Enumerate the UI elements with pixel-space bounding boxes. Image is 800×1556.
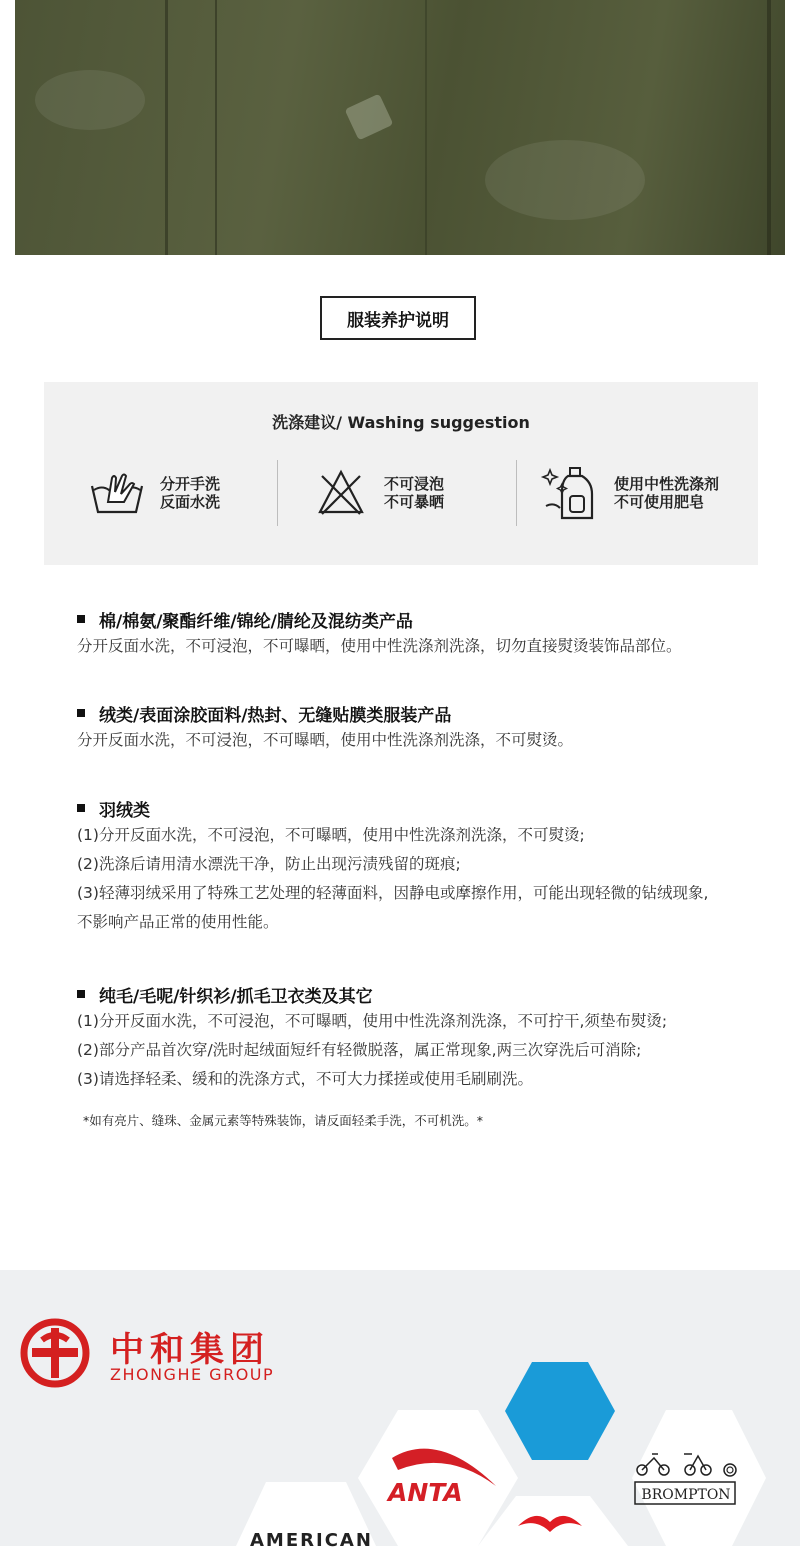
washing-title: 洗涤建议/ Washing suggestion [272, 413, 530, 432]
section-line: 分开反面水洗，不可浸泡，不可曝晒，使用中性洗涤剂洗涤，切勿直接熨烫装饰品部位。 [77, 637, 682, 655]
bullet-square [77, 804, 85, 812]
divider [277, 460, 278, 526]
section-line: (1)分开反面水洗，不可浸泡，不可曝晒，使用中性洗涤剂洗涤，不可拧干,须垫布熨烫; [77, 1012, 668, 1030]
bullet-square [77, 709, 85, 717]
section-line: (3)请选择轻柔、缓和的洗涤方式，不可大力揉搓或使用毛刷刷洗。 [77, 1070, 533, 1088]
wash-label-line1: 使用中性洗涤剂 [614, 475, 720, 493]
brand-name-cn: 中和集团 [110, 1330, 270, 1370]
brompton-logo: BROMPTON [641, 1487, 731, 1503]
wash-label-line2: 不可暴晒 [384, 493, 445, 511]
under-armour-hexagon [478, 1496, 628, 1556]
fabric-highlight [485, 140, 645, 220]
special-note: *如有亮片、缝珠、金属元素等特殊装饰，请反面轻柔手洗，不可机洗。* [83, 1113, 484, 1128]
section-line: (2)部分产品首次穿/洗时起绒面短纤有轻微脱落，属正常现象,两三次穿洗后可消除; [77, 1041, 642, 1059]
section-line: (3)轻薄羽绒采用了特殊工艺处理的轻薄面料，因静电或摩擦作用，可能出现轻微的钻绒现象, [77, 884, 709, 902]
section-line: 分开反面水洗，不可浸泡，不可曝晒，使用中性洗涤剂洗涤，不可熨烫。 [77, 731, 574, 749]
care-section-coated [77, 700, 777, 755]
sleeve-seam [767, 0, 771, 255]
hand-wash-icon [86, 462, 148, 524]
wash-item-neutral-detergent [540, 460, 719, 526]
anta-logo: ANTA [388, 1478, 463, 1507]
partner-logo-partial: AMERICAN [250, 1530, 373, 1551]
wash-item-no-soak [310, 460, 444, 526]
placket-seam [215, 0, 217, 255]
divider [516, 460, 517, 526]
anta-logo-print [345, 94, 394, 141]
care-section-cotton [77, 606, 777, 661]
fabric-fold [425, 0, 427, 255]
care-section-down [77, 795, 777, 937]
zhonghe-logo-icon [20, 1318, 90, 1388]
section-line: (2)洗涤后请用清水漂洗干净，防止出现污渍残留的斑痕; [77, 855, 461, 873]
fabric-highlight [35, 70, 145, 130]
wash-label-line2: 不可使用肥皂 [614, 493, 705, 511]
wash-label-line2: 反面水洗 [160, 493, 221, 511]
no-soak-icon [310, 462, 372, 524]
brand-footer [0, 1270, 800, 1551]
wash-label-line1: 不可浸泡 [384, 475, 445, 493]
section-line: 不影响产品正常的使用性能。 [77, 913, 279, 931]
bullet-square [77, 615, 85, 623]
section-heading: 绒类/表面涂胶面料/热封、无缝贴膜类服装产品 [99, 705, 452, 726]
section-heading: 纯毛/毛呢/针织衫/抓毛卫衣类及其它 [99, 986, 373, 1007]
brompton-hexagon [632, 1410, 766, 1546]
wash-label-line1: 分开手洗 [160, 475, 221, 493]
bullet-square [77, 990, 85, 998]
wash-item-hand-wash [86, 460, 220, 526]
brand-name-en: ZHONGHE GROUP [110, 1365, 275, 1384]
washing-suggestion-panel [44, 382, 758, 565]
care-title: 服装养护说明 [320, 296, 476, 340]
care-section-wool [77, 981, 777, 1094]
zipper-seam [165, 0, 168, 255]
blue-hexagon [505, 1362, 615, 1460]
neutral-detergent-icon [540, 462, 602, 524]
section-heading: 棉/棉氨/聚酯纤维/锦纶/腈纶及混纺类产品 [99, 611, 413, 632]
product-photo [15, 0, 785, 255]
section-heading: 羽绒类 [99, 800, 150, 821]
section-line: (1)分开反面水洗，不可浸泡，不可曝晒，使用中性洗涤剂洗涤，不可熨烫; [77, 826, 585, 844]
